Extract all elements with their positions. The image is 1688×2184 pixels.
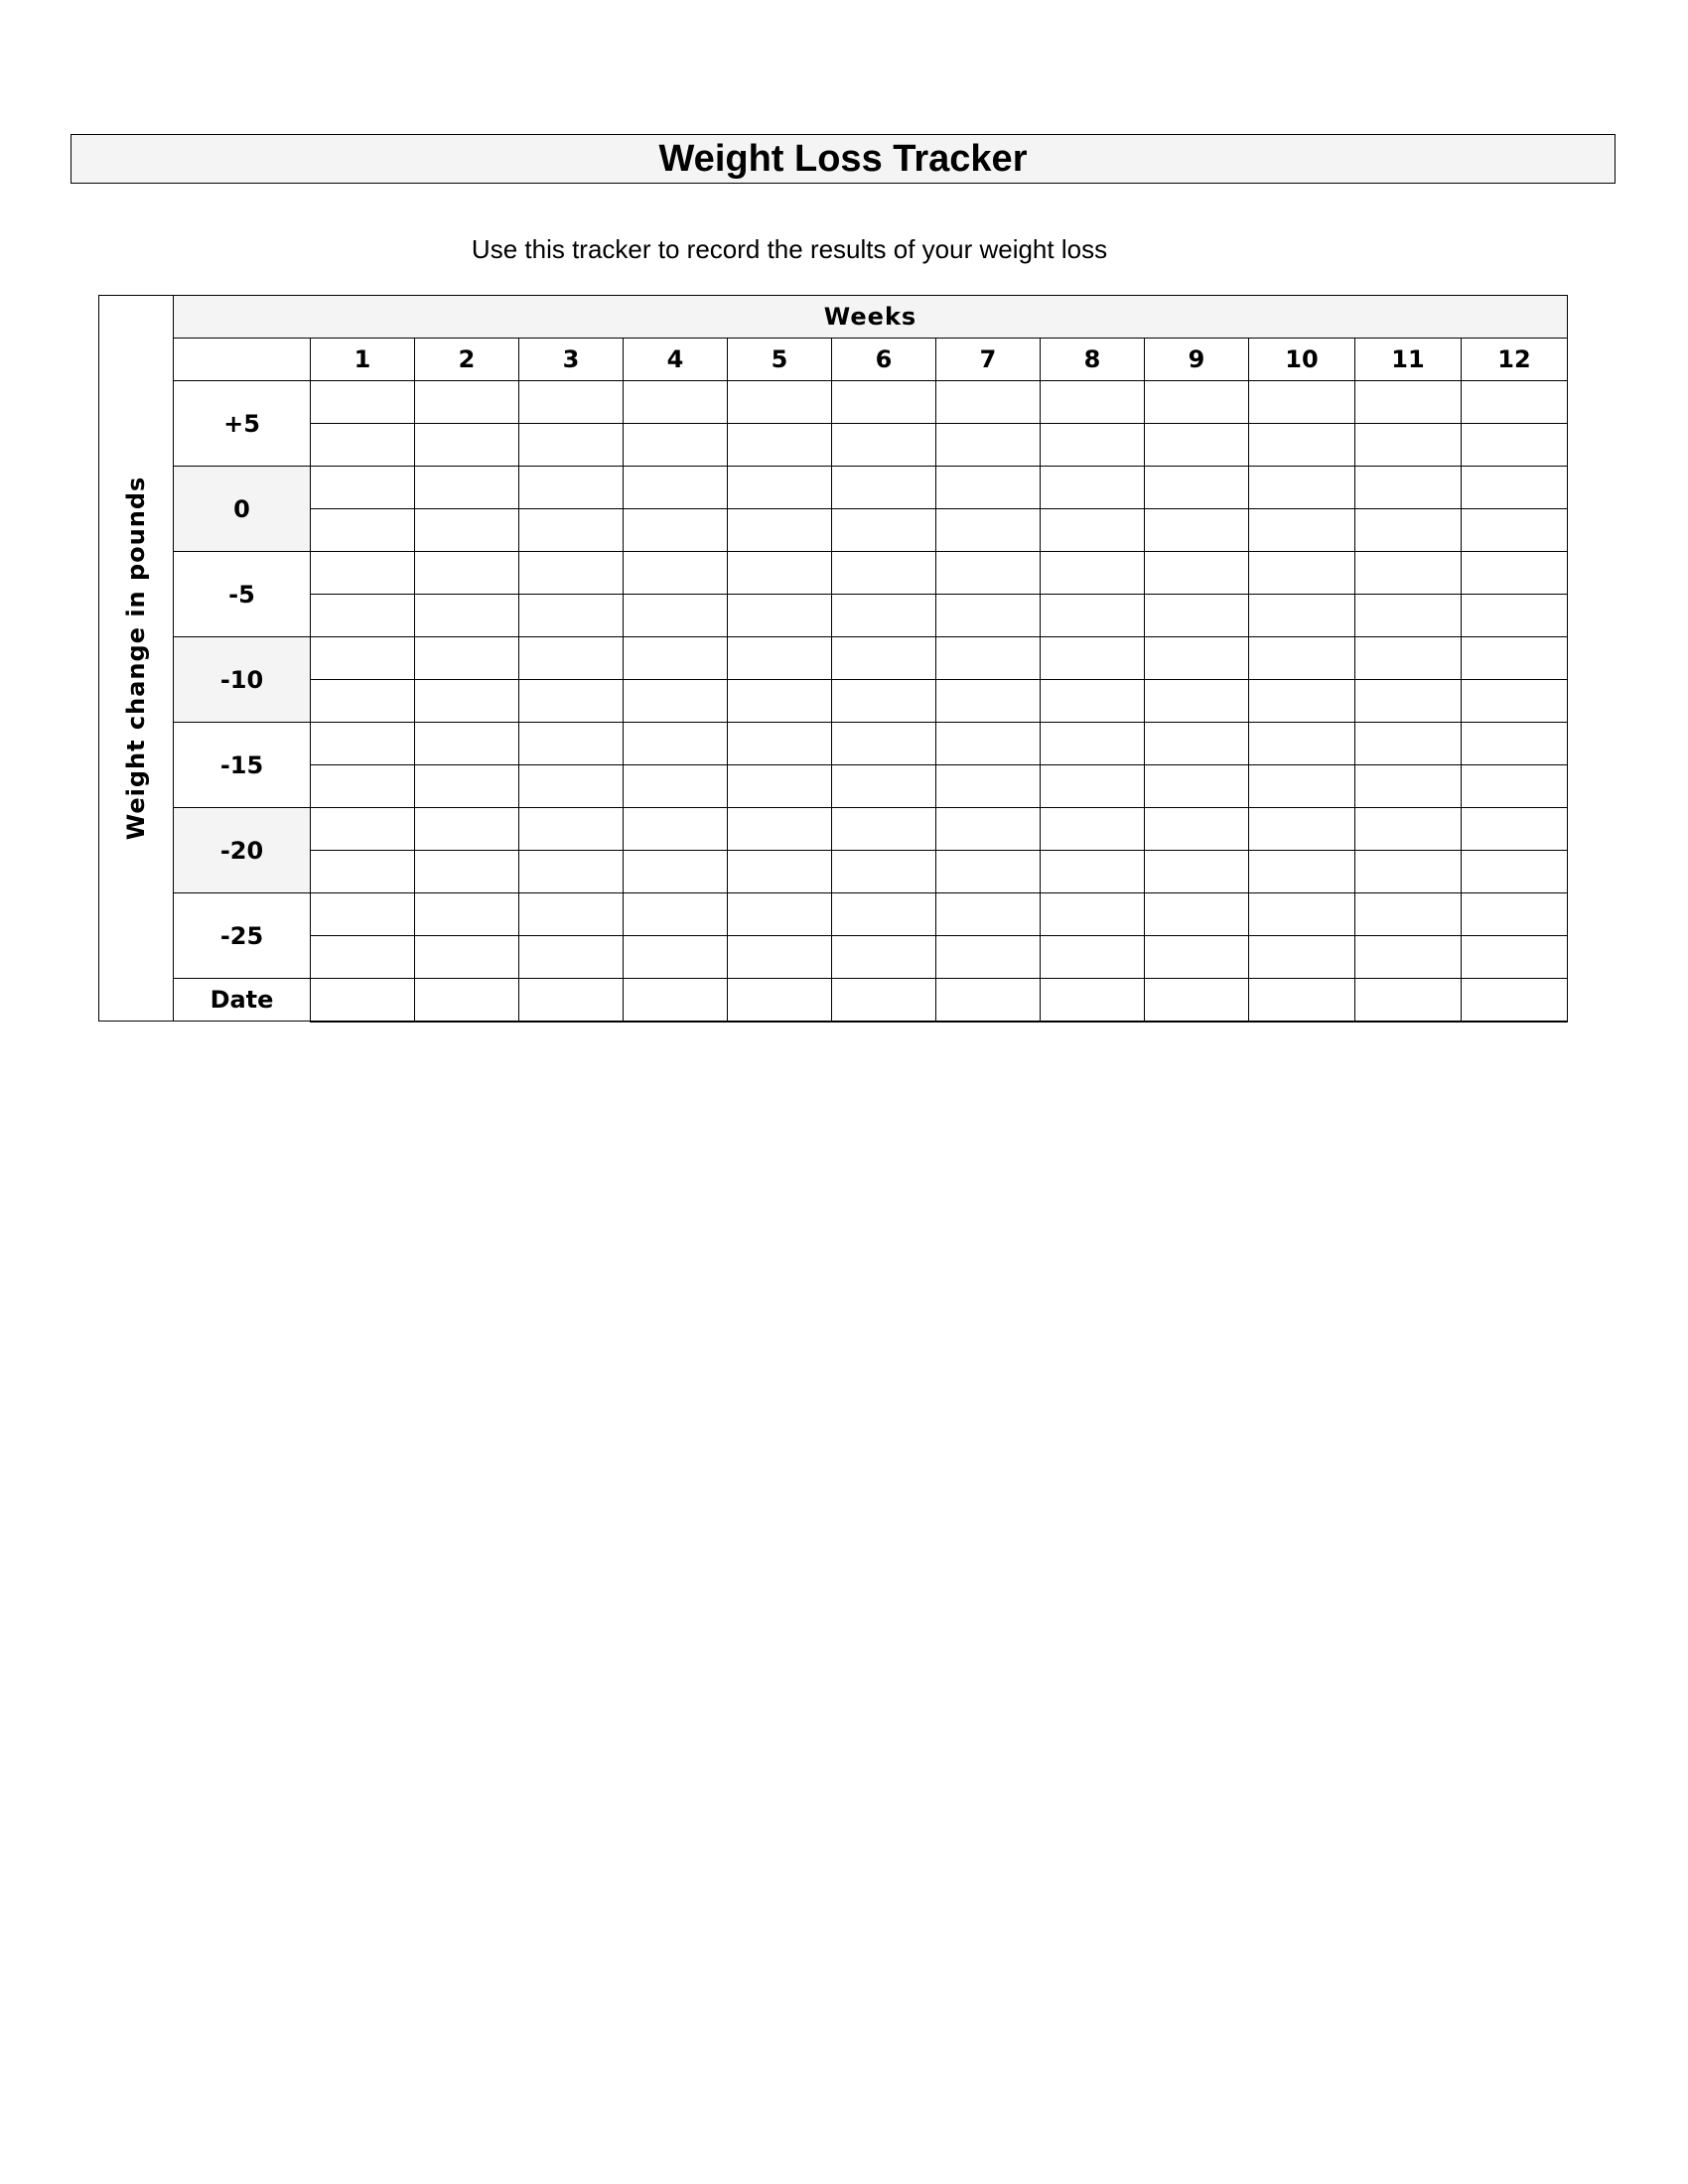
tracker-cell[interactable] [415, 424, 519, 467]
tracker-cell[interactable] [728, 424, 832, 467]
y-axis-label: Weight change in pounds [122, 476, 150, 841]
weight-level-label: 0 [174, 467, 311, 552]
week-number-6: 6 [832, 339, 936, 381]
tracker-cell[interactable] [1249, 595, 1355, 637]
tracker-cell[interactable] [624, 595, 728, 637]
tracker-cell[interactable] [1041, 424, 1145, 467]
tracker-cell[interactable] [1462, 509, 1568, 552]
tracker-cell[interactable] [311, 893, 415, 936]
tracker-cell[interactable] [1462, 552, 1568, 595]
tracker-cell[interactable] [1462, 467, 1568, 509]
tracker-cell[interactable] [1145, 936, 1249, 979]
tracker-cell[interactable] [1462, 424, 1568, 467]
tracker-cell[interactable] [624, 381, 728, 424]
tracker-cell[interactable] [311, 680, 415, 723]
tracker-cell[interactable] [1249, 808, 1355, 851]
tracker-cell[interactable] [1041, 723, 1145, 765]
tracker-cell[interactable] [1249, 851, 1355, 893]
tracker-cell[interactable] [1041, 936, 1145, 979]
tracker-cell[interactable] [1145, 765, 1249, 808]
tracker-cell[interactable] [1462, 595, 1568, 637]
tracker-cell[interactable] [519, 424, 624, 467]
tracker-cell[interactable] [1041, 851, 1145, 893]
tracker-cell[interactable] [1145, 381, 1249, 424]
tracker-cell[interactable] [832, 509, 936, 552]
week-number-8: 8 [1041, 339, 1145, 381]
week-number-12: 12 [1462, 339, 1568, 381]
week-number-10: 10 [1249, 339, 1355, 381]
tracker-cell[interactable] [1355, 680, 1462, 723]
date-cell-week-7[interactable] [936, 979, 1041, 1022]
tracker-cell[interactable] [1041, 467, 1145, 509]
week-number-1: 1 [311, 339, 415, 381]
tracker-cell[interactable] [936, 808, 1041, 851]
tracker-cell[interactable] [1355, 808, 1462, 851]
weight-level-label: -15 [174, 723, 311, 808]
tracker-cell[interactable] [519, 851, 624, 893]
date-cell-week-1[interactable] [311, 979, 415, 1022]
tracker-cell[interactable] [1145, 851, 1249, 893]
date-cell-week-5[interactable] [728, 979, 832, 1022]
tracker-cell[interactable] [624, 765, 728, 808]
tracker-cell[interactable] [415, 595, 519, 637]
tracker-cell[interactable] [832, 595, 936, 637]
tracker-cell[interactable] [519, 936, 624, 979]
tracker-cell[interactable] [1041, 637, 1145, 680]
tracker-cell[interactable] [519, 381, 624, 424]
week-number-11: 11 [1355, 339, 1462, 381]
tracker-cell[interactable] [728, 893, 832, 936]
weeks-header: Weeks [174, 296, 1568, 339]
tracker-cell[interactable] [1462, 936, 1568, 979]
tracker-cell[interactable] [311, 808, 415, 851]
tracker-cell[interactable] [832, 893, 936, 936]
tracker-cell[interactable] [1462, 893, 1568, 936]
tracker-cell[interactable] [1355, 765, 1462, 808]
date-cell-week-11[interactable] [1355, 979, 1462, 1022]
tracker-cell[interactable] [1249, 893, 1355, 936]
tracker-table [98, 295, 1568, 1023]
tracker-cell[interactable] [1462, 680, 1568, 723]
tracker-cell[interactable] [311, 723, 415, 765]
tracker-cell[interactable] [1462, 851, 1568, 893]
tracker-cell[interactable] [728, 808, 832, 851]
tracker-cell[interactable] [624, 723, 728, 765]
tracker-cell[interactable] [1355, 723, 1462, 765]
corner-cell [174, 339, 311, 381]
tracker-cell[interactable] [832, 723, 936, 765]
tracker-cell[interactable] [936, 765, 1041, 808]
tracker-cell[interactable] [936, 893, 1041, 936]
tracker-cell[interactable] [415, 680, 519, 723]
tracker-cell[interactable] [311, 765, 415, 808]
tracker-cell[interactable] [936, 552, 1041, 595]
tracker-cell[interactable] [832, 765, 936, 808]
date-label: Date [174, 979, 311, 1022]
week-number-9: 9 [1145, 339, 1249, 381]
tracker-cell[interactable] [1145, 467, 1249, 509]
tracker-cell[interactable] [519, 893, 624, 936]
axis-label-cell [99, 296, 174, 1022]
tracker-cell[interactable] [728, 723, 832, 765]
weight-level-label: +5 [174, 381, 311, 467]
tracker-cell[interactable] [832, 381, 936, 424]
tracker-cell[interactable] [1462, 765, 1568, 808]
tracker-cell[interactable] [728, 467, 832, 509]
date-cell-week-2[interactable] [415, 979, 519, 1022]
tracker-cell[interactable] [728, 509, 832, 552]
tracker-cell[interactable] [1249, 381, 1355, 424]
tracker-cell[interactable] [728, 595, 832, 637]
tracker-cell[interactable] [1145, 509, 1249, 552]
tracker-cell[interactable] [624, 936, 728, 979]
tracker-cell[interactable] [728, 936, 832, 979]
tracker-cell[interactable] [311, 467, 415, 509]
tracker-cell[interactable] [1249, 424, 1355, 467]
tracker-cell[interactable] [415, 851, 519, 893]
tracker-cell[interactable] [832, 680, 936, 723]
week-number-5: 5 [728, 339, 832, 381]
tracker-cell[interactable] [936, 680, 1041, 723]
tracker-cell[interactable] [624, 424, 728, 467]
tracker-cell[interactable] [311, 552, 415, 595]
tracker-cell[interactable] [1462, 637, 1568, 680]
tracker-cell[interactable] [1145, 637, 1249, 680]
tracker-cell[interactable] [1041, 595, 1145, 637]
tracker-cell[interactable] [832, 808, 936, 851]
tracker-cell[interactable] [624, 509, 728, 552]
tracker-cell[interactable] [415, 808, 519, 851]
tracker-cell[interactable] [311, 424, 415, 467]
tracker-cell[interactable] [1041, 509, 1145, 552]
tracker-cell[interactable] [728, 552, 832, 595]
tracker-cell[interactable] [519, 552, 624, 595]
tracker-cell[interactable] [415, 552, 519, 595]
tracker-cell[interactable] [415, 467, 519, 509]
tracker-cell[interactable] [624, 893, 728, 936]
tracker-cell[interactable] [1041, 552, 1145, 595]
tracker-cell[interactable] [311, 595, 415, 637]
tracker-cell[interactable] [936, 637, 1041, 680]
tracker-cell[interactable] [1249, 552, 1355, 595]
tracker-cell[interactable] [936, 381, 1041, 424]
tracker-cell[interactable] [1355, 893, 1462, 936]
tracker-cell[interactable] [519, 595, 624, 637]
tracker-cell[interactable] [1145, 680, 1249, 723]
tracker-cell[interactable] [624, 637, 728, 680]
tracker-cell[interactable] [936, 936, 1041, 979]
tracker-cell[interactable] [1041, 765, 1145, 808]
tracker-cell[interactable] [1249, 765, 1355, 808]
tracker-cell[interactable] [936, 851, 1041, 893]
tracker-cell[interactable] [311, 509, 415, 552]
tracker-cell[interactable] [519, 723, 624, 765]
tracker-cell[interactable] [519, 637, 624, 680]
tracker-cell[interactable] [1145, 723, 1249, 765]
date-cell-week-9[interactable] [1145, 979, 1249, 1022]
tracker-cell[interactable] [624, 467, 728, 509]
tracker-cell[interactable] [519, 680, 624, 723]
tracker-cell[interactable] [1041, 680, 1145, 723]
tracker-cell[interactable] [519, 808, 624, 851]
tracker-cell[interactable] [519, 509, 624, 552]
page-subtitle: Use this tracker to record the results of your weight loss [471, 234, 1108, 264]
tracker-cell[interactable] [1145, 893, 1249, 936]
page-title: Weight Loss Tracker [658, 138, 1028, 180]
tracker-cell[interactable] [1462, 808, 1568, 851]
tracker-cell[interactable] [832, 552, 936, 595]
tracker-cell[interactable] [728, 680, 832, 723]
tracker-cell[interactable] [415, 936, 519, 979]
tracker-cell[interactable] [832, 637, 936, 680]
tracker-cell[interactable] [936, 509, 1041, 552]
title-box [70, 134, 1616, 184]
tracker-cell[interactable] [519, 467, 624, 509]
tracker-cell[interactable] [1145, 595, 1249, 637]
weight-level-label: -5 [174, 552, 311, 637]
tracker-cell[interactable] [1249, 936, 1355, 979]
tracker-cell[interactable] [311, 936, 415, 979]
tracker-cell[interactable] [1041, 893, 1145, 936]
date-cell-week-3[interactable] [519, 979, 624, 1022]
tracker-cell[interactable] [1355, 467, 1462, 509]
tracker-cell[interactable] [728, 637, 832, 680]
tracker-cell[interactable] [936, 595, 1041, 637]
week-number-3: 3 [519, 339, 624, 381]
tracker-cell[interactable] [311, 381, 415, 424]
tracker-cell[interactable] [1145, 552, 1249, 595]
tracker-cell[interactable] [1041, 808, 1145, 851]
tracker-cell[interactable] [1355, 595, 1462, 637]
tracker-cell[interactable] [728, 765, 832, 808]
tracker-cell[interactable] [1145, 808, 1249, 851]
date-cell-week-4[interactable] [624, 979, 728, 1022]
tracker-cell[interactable] [936, 424, 1041, 467]
tracker-cell[interactable] [1249, 509, 1355, 552]
tracker-cell[interactable] [936, 467, 1041, 509]
tracker-cell[interactable] [311, 637, 415, 680]
week-number-7: 7 [936, 339, 1041, 381]
tracker-cell[interactable] [519, 765, 624, 808]
tracker-cell[interactable] [832, 936, 936, 979]
tracker-cell[interactable] [311, 851, 415, 893]
tracker-cell[interactable] [624, 552, 728, 595]
date-cell-week-8[interactable] [1041, 979, 1145, 1022]
tracker-cell[interactable] [415, 509, 519, 552]
tracker-cell[interactable] [624, 680, 728, 723]
date-cell-week-12[interactable] [1462, 979, 1568, 1022]
date-cell-week-10[interactable] [1249, 979, 1355, 1022]
tracker-cell[interactable] [1145, 424, 1249, 467]
weight-level-label: -25 [174, 893, 311, 979]
tracker-cell[interactable] [1462, 381, 1568, 424]
week-number-4: 4 [624, 339, 728, 381]
tracker-cell[interactable] [1355, 552, 1462, 595]
tracker-cell[interactable] [832, 467, 936, 509]
tracker-cell[interactable] [1355, 424, 1462, 467]
tracker-cell[interactable] [415, 637, 519, 680]
tracker-cell[interactable] [1041, 381, 1145, 424]
weight-level-label: -10 [174, 637, 311, 723]
tracker-cell[interactable] [1249, 637, 1355, 680]
tracker-cell[interactable] [415, 723, 519, 765]
tracker-cell[interactable] [1249, 723, 1355, 765]
tracker-cell[interactable] [832, 851, 936, 893]
tracker-cell[interactable] [1249, 680, 1355, 723]
tracker-cell[interactable] [1462, 723, 1568, 765]
tracker-cell[interactable] [728, 851, 832, 893]
tracker-cell[interactable] [1355, 637, 1462, 680]
weight-level-label: -20 [174, 808, 311, 893]
tracker-cell[interactable] [1355, 509, 1462, 552]
date-cell-week-6[interactable] [832, 979, 936, 1022]
tracker-cell[interactable] [415, 381, 519, 424]
tracker-cell[interactable] [624, 808, 728, 851]
tracker-cell[interactable] [1249, 467, 1355, 509]
tracker-cell[interactable] [624, 851, 728, 893]
tracker-cell[interactable] [415, 765, 519, 808]
tracker-cell[interactable] [1355, 851, 1462, 893]
week-number-2: 2 [415, 339, 519, 381]
tracker-cell[interactable] [1355, 381, 1462, 424]
tracker-cell[interactable] [415, 893, 519, 936]
tracker-cell[interactable] [832, 424, 936, 467]
tracker-cell[interactable] [1355, 936, 1462, 979]
tracker-cell[interactable] [728, 381, 832, 424]
tracker-cell[interactable] [936, 723, 1041, 765]
